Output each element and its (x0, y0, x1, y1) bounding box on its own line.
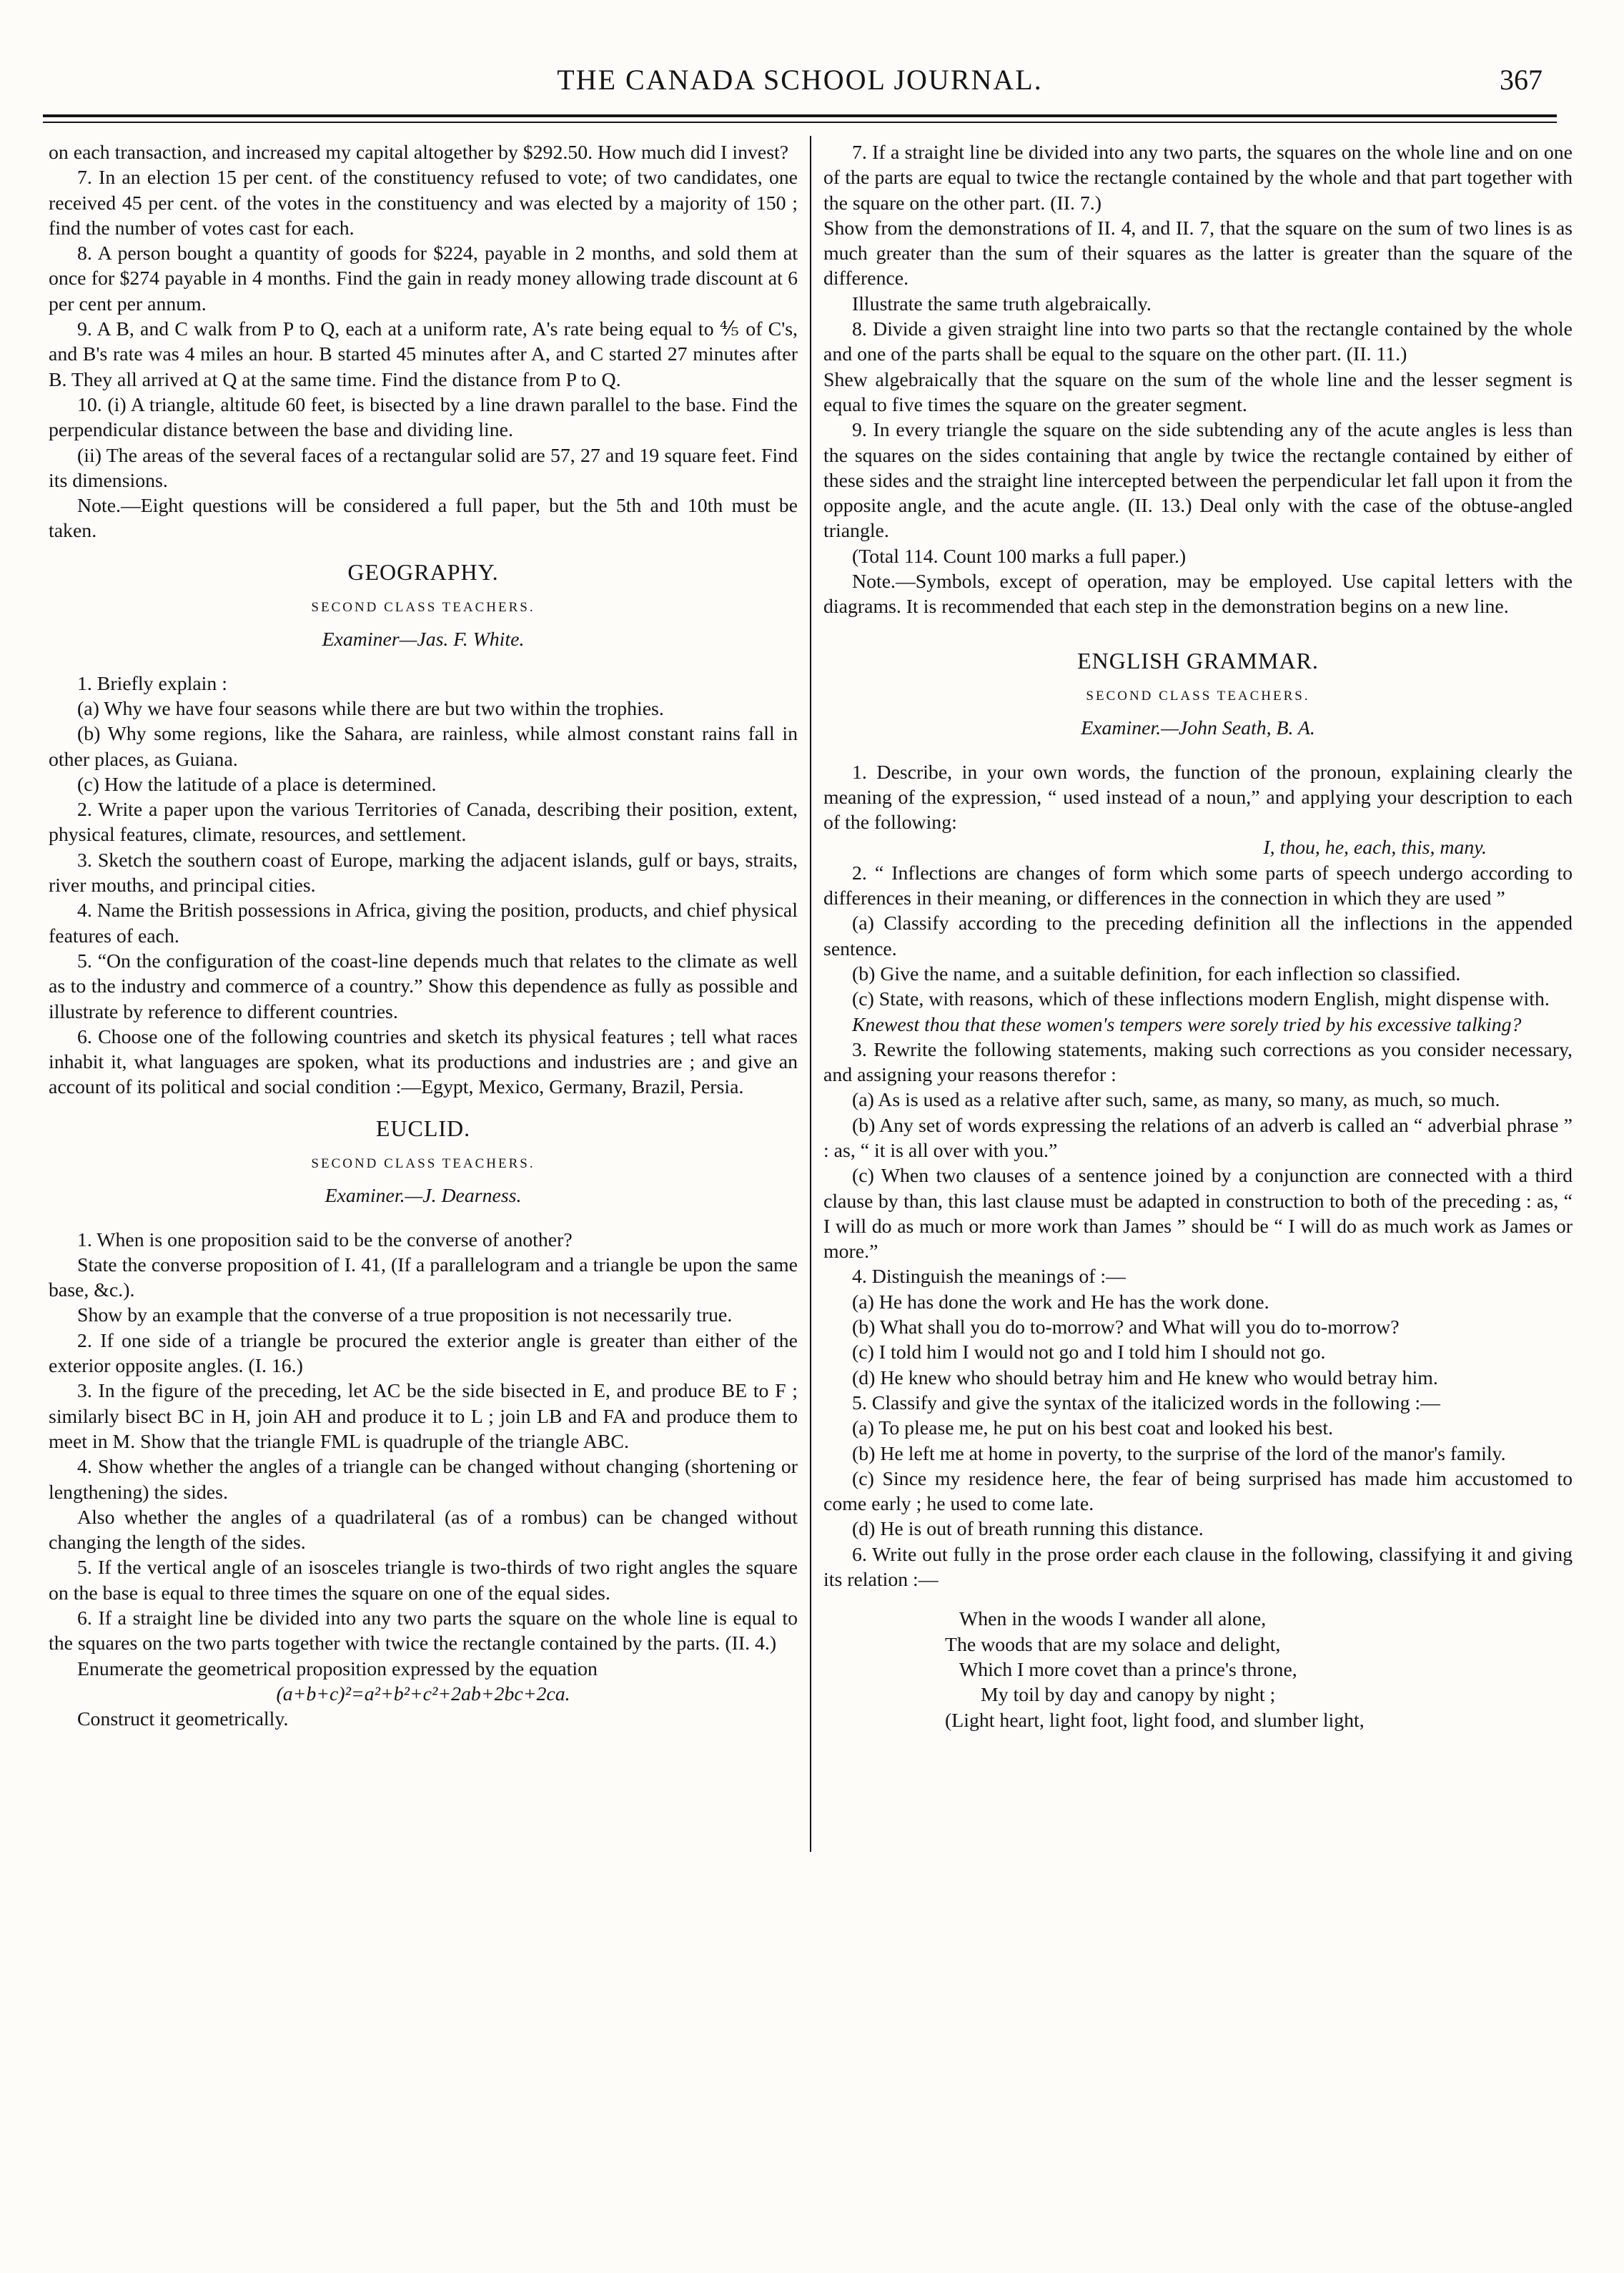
geography-question-3: 3. Sketch the southern coast of Europe, marking the adjacent islands, gulf or bays, straits, river mouths, and principal cities. (49, 849, 798, 897)
grammar-question-4: 4. Distinguish the meanings of :— (852, 1266, 1126, 1288)
euclid-question-1c: Show by an example that the converse of a true proposition is not necessarily true. (77, 1304, 733, 1327)
geography-question-1: 1. Briefly explain : (77, 672, 227, 695)
euclid-question-7: 7. If a straight line be divided into any two parts, the squares on the whole line and on one of the parts are equal to twice the rectangle contained by the whole and that part together with the square on the other part. (II. 7.) (823, 142, 1573, 215)
euclid-question-9: 9. In every triangle the square on the side subtending any of the acute angles is less than the squares on the sides containing that angle by twice the rectangle contained by either of these sides and the straight line intercepted between the perpendicular let fall upon it from the opposite angle, and the acute angle. (II. 13.) Deal only with the case of the obtuse-angled triangle. (823, 419, 1573, 543)
column-divider (810, 136, 811, 1852)
geography-question-1c: (c) How the latitude of a place is determined. (77, 773, 437, 796)
euclid-question-6: 6. If a straight line be divided into any two parts the square on the whole line is equal to the squares on the two parts together with twice the rectangle contained by the parts. (II. 4.) (49, 1607, 798, 1655)
grammar-question-4b: (b) What shall you do to-morrow? and What will you do to-morrow? (852, 1316, 1400, 1339)
geography-question-1a: (a) Why we have four seasons while there are but two within the trophies. (77, 697, 664, 720)
grammar-question-3a: (a) As is used as a relative after such, same, as many, so many, as much, so much. (852, 1089, 1500, 1112)
grammar-question-3: 3. Rewrite the following statements, making such corrections as you consider necessary, and assigning your reasons therefor : (823, 1038, 1573, 1087)
poem-line: My toil by day and canopy by night ; (981, 1684, 1276, 1707)
euclid-heading: EUCLID. (375, 1115, 471, 1141)
header-rule-thick (43, 114, 1557, 117)
grammar-question-2a: (a) Classify according to the preceding definition all the inflections in the appended sentence. (823, 912, 1573, 960)
euclid-note: Note.—Symbols, except of operation, may be employed. Use capital letters with the diagrams. It is recommended that each step in the demonstration begins on a new line. (823, 571, 1573, 618)
grammar-question-6: 6. Write out fully in the prose order each clause in the following, classifying it and giving its relation :— (823, 1543, 1573, 1592)
poem-line: (Light heart, light foot, light food, and slumber light, (945, 1709, 1365, 1732)
euclid-question-5: 5. If the vertical angle of an isosceles triangle is two-thirds of two right angles the square on the base is equal to three times the square on one of the equal sides. (49, 1557, 798, 1604)
grammar-subheading: SECOND CLASS TEACHERS. (1086, 688, 1310, 704)
geography-question-2: 2. Write a paper upon the various Territories of Canada, describing their position, extent, physical features, climate, resources, and settlement. (49, 799, 798, 847)
geography-question-4: 4. Name the British possessions in Africa, giving the position, products, and chief physical features of each. (49, 899, 798, 947)
euclid-question-7-illustrate: Illustrate the same truth algebraically. (852, 292, 1152, 315)
euclid-question-4: 4. Show whether the angles of a triangle can be changed without changing (shortening or lengthening) the sides. (49, 1456, 798, 1504)
euclid-question-2: 2. If one side of a triangle be procured the exterior angle is greater than either of the exterior opposite angles. (I. 16.) (49, 1329, 798, 1378)
grammar-question-1: 1. Describe, in your own words, the function of the pronoun, explaining clearly the meaning of the expression, “ used instead of a noun,” and applying your description to each of the following: (823, 761, 1573, 834)
grammar-question-2-sentence: Knewest thou that these women's tempers were sorely tried by his excessive talking? (852, 1013, 1522, 1036)
euclid-subheading: SECOND CLASS TEACHERS. (311, 1155, 535, 1171)
arithmetic-continued: on each transaction, and increased my capital altogether by $292.50. How much did I invest? (49, 142, 789, 164)
arithmetic-question-10-ii: (ii) The areas of the several faces of a rectangular solid are 57, 27 and 19 square feet. Find its dimensions. (49, 444, 798, 492)
arithmetic-note: Note.—Eight questions will be considered a full paper, but the 5th and 10th must be taken. (49, 495, 798, 543)
arithmetic-question-9: 9. A B, and C walk from P to Q, each at a uniform rate, A's rate being equal to ⅘ of C's, and B's rate was 4 miles an hour. B started 45 minutes after A, and C started 27 minutes after B. They all arrived at Q at the same time. Find the distance from P to Q. (49, 318, 798, 391)
grammar-question-5d: (d) He is out of breath running this distance. (852, 1518, 1204, 1541)
poem-line: The woods that are my solace and delight, (945, 1633, 1281, 1656)
geography-subheading: SECOND CLASS TEACHERS. (311, 600, 535, 616)
poem-line: Which I more covet than a prince's throne, (959, 1658, 1297, 1681)
journal-title: THE CANADA SCHOOL JOURNAL. (557, 64, 1043, 96)
poem-line: When in the woods I wander all alone, (959, 1608, 1267, 1631)
grammar-question-4d: (d) He knew who should betray him and He knew who would betray him. (852, 1366, 1438, 1389)
grammar-question-4a: (a) He has done the work and He has the work done. (852, 1291, 1269, 1313)
grammar-question-5b: (b) He left me at home in poverty, to the surprise of the lord of the manor's family. (852, 1442, 1506, 1465)
geography-question-6: 6. Choose one of the following countries and sketch its physical features ; tell what races inhabit it, what languages are spoken, what its productions and industries are ; and give an account of its political and social condition :—Egypt, Mexico, Germany, Brazil, Persia. (49, 1025, 798, 1099)
euclid-question-8: 8. Divide a given straight line into two parts so that the rectangle contained by the whole and one of the parts shall be equal to the square on the other part. (II. 11.) (823, 318, 1573, 366)
left-column (49, 140, 798, 1732)
geography-examiner: Examiner—Jas. F. White. (322, 628, 525, 651)
grammar-question-2: 2. “ Inflections are changes of form which some parts of speech undergo according to differences in their meaning, or differences in the connection in which they are used ” (823, 862, 1573, 910)
grammar-question-3b: (b) Any set of words expressing the relations of an adverb is called an “ adverbial phrase ” : as, “ it is all over with you.” (823, 1114, 1573, 1162)
grammar-question-5a: (a) To please me, he put on his best coat and looked his best. (852, 1417, 1334, 1440)
euclid-equation: (a+b+c)²=a²+b²+c²+2ab+2bc+2ca. (276, 1682, 570, 1705)
grammar-question-3c: (c) When two clauses of a sentence joined by a conjunction are connected with a third clause by than, this last clause must be adapted in construction to both of the preceding : as, “ I will do as much or more work than James ” should be “ I will do as much work as James or more.” (823, 1165, 1573, 1263)
poem-excerpt (823, 1607, 1573, 1732)
euclid-question-3: 3. In the figure of the preceding, let AC be the side bisected in E, and produce BE to F ; similarly bisect BC in H, join AH and produce it to L ; join LB and FA and produce them to meet in M. Show that the triangle FML is quadruple of the triangle ABC. (49, 1380, 798, 1453)
grammar-question-1-list: I, thou, he, each, this, many. (1263, 837, 1487, 859)
euclid-question-4b: Also whether the angles of a quadrilateral (as of a rombus) can be changed without changing the length of the sides. (49, 1506, 798, 1554)
euclid-question-6b: Enumerate the geometrical proposition expressed by the equation (77, 1657, 598, 1680)
euclid-question-1b: State the converse proposition of I. 41, (If a parallelogram and a triangle be upon the same base, &c.). (49, 1253, 798, 1302)
geography-heading: GEOGRAPHY. (347, 558, 499, 585)
euclid-question-1: 1. When is one proposition said to be the converse of another? (77, 1228, 573, 1251)
grammar-question-4c: (c) I told him I would not go and I told him I should not go. (852, 1341, 1326, 1364)
arithmetic-question-8: 8. A person bought a quantity of goods for $224, payable in 2 months, and sold them at once for $274 payable in 4 months. Find the gain in ready money allowing trade discount at 6 per cent per annum. (49, 242, 798, 315)
euclid-question-7-show: Show from the demonstrations of II. 4, and II. 7, that the square on the sum of two lines is as much greater than the sum of their squares as the latter is greater than the square of the difference. (823, 217, 1573, 290)
euclid-total: (Total 114. Count 100 marks a full paper.) (852, 545, 1187, 568)
grammar-heading: ENGLISH GRAMMAR. (1077, 647, 1319, 674)
grammar-question-5: 5. Classify and give the syntax of the italicized words in the following :— (852, 1391, 1440, 1414)
grammar-question-5c: (c) Since my residence here, the fear of being surprised has made him accustomed to come early ; he used to come late. (823, 1467, 1573, 1516)
header-rule-thin (43, 122, 1557, 123)
grammar-question-2c: (c) State, with reasons, which of these inflections modern English, might dispense with. (852, 988, 1550, 1011)
geography-question-5: 5. “On the configuration of the coast-line depends much that relates to the climate as well as to the industry and commerce of a country.” Show this dependence as fully as possible and illustrate by reference to different countries. (49, 950, 798, 1023)
geography-question-1b: (b) Why some regions, like the Sahara, are rainless, while almost constant rains fall in other places, as Guiana. (49, 723, 798, 771)
arithmetic-question-7: 7. In an election 15 per cent. of the constituency refused to vote; of two candidates, one received 45 per cent. of the votes in the constituency and was elected by a majority of 150 ; find the number of votes cast for each. (49, 167, 798, 240)
page-header (43, 57, 1557, 100)
grammar-examiner: Examiner.—John Seath, B. A. (1081, 717, 1315, 740)
euclid-question-8-shew: Shew algebraically that the square on the sum of the whole line and the lesser segment is equal to five times the square on the greater segment. (823, 368, 1573, 416)
arithmetic-question-10-i: 10. (i) A triangle, altitude 60 feet, is bisected by a line drawn parallel to the base. Find the perpendicular distance between the base and dividing line. (49, 393, 798, 442)
euclid-question-6c: Construct it geometrically. (77, 1708, 289, 1731)
euclid-examiner: Examiner.—J. Dearness. (325, 1185, 522, 1208)
grammar-question-2b: (b) Give the name, and a suitable definition, for each inflection so classified. (852, 962, 1461, 985)
page-number: 367 (1500, 64, 1543, 96)
right-column (823, 140, 1573, 1733)
